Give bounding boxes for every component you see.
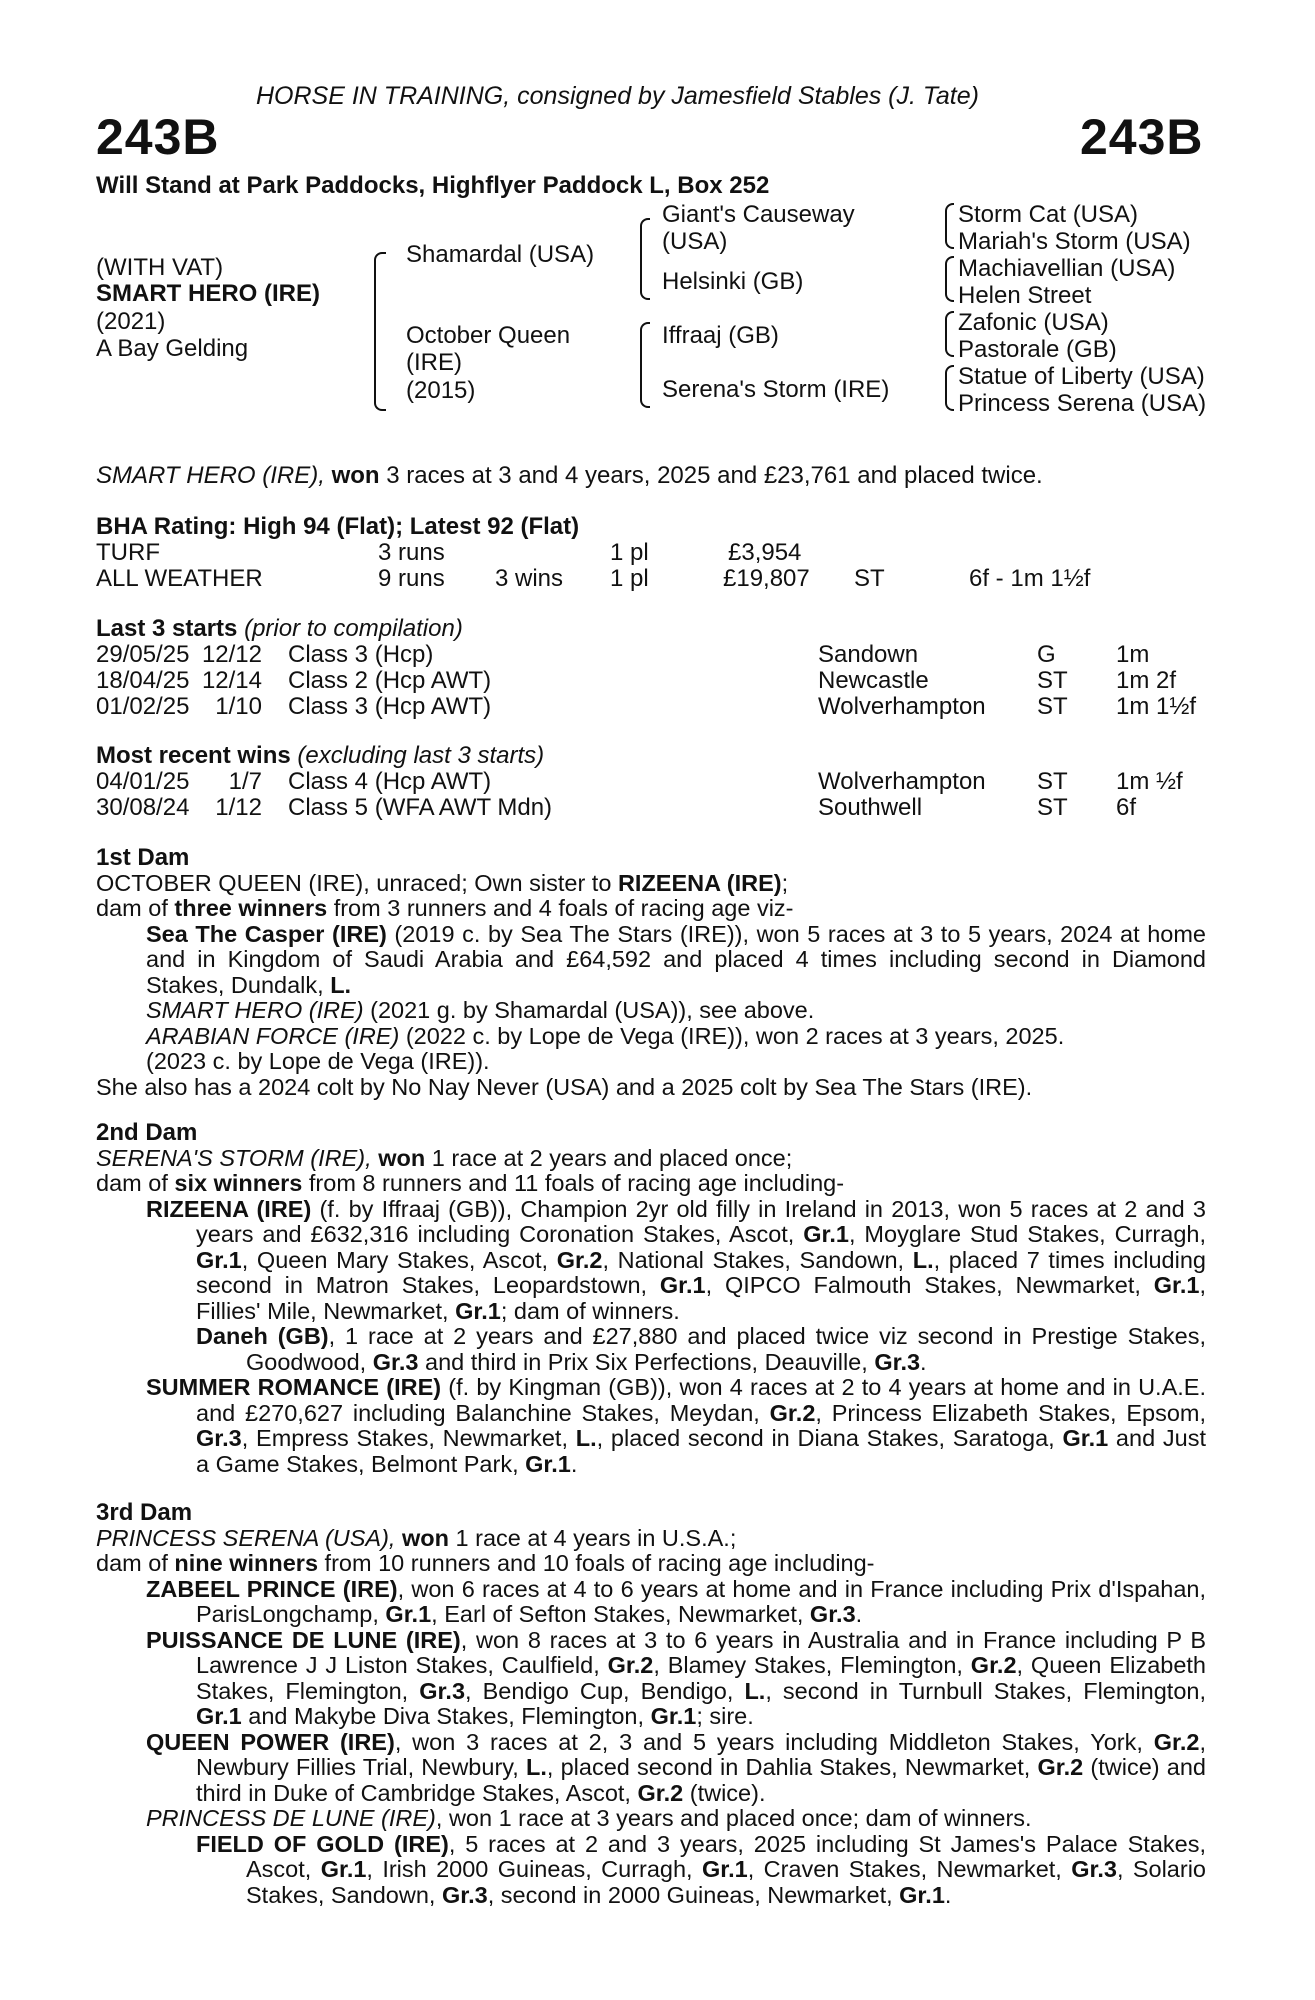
last-start-cell: Newcastle xyxy=(818,667,929,694)
third-dam-line1: PRINCESS SERENA (USA), won 1 race at 4 years in U.S.A.; xyxy=(96,1524,737,1551)
third-dam-produce-3: QUEEN POWER (IRE), won 3 races at 2, 3 and 5 years including Middleton Stakes, York, Gr.2, Newbury Fillies Trial, Newbury, L., placed second in Dahlia Stakes, Newmarket, Gr.2 (twice) and third in Duke of Cambridge Stakes, Ascot, Gr.2 (twice). xyxy=(146,1728,1206,1806)
pedigree-brace-dam xyxy=(640,322,650,408)
pedigree-ddd: Princess Serena (USA) xyxy=(958,390,1207,417)
recent-wins-heading xyxy=(96,743,544,769)
rating-prize: £3,954 xyxy=(728,539,802,566)
consignment-line: HORSE IN TRAINING, consigned by Jamesfield Stables (J. Tate) xyxy=(256,82,979,110)
recent-win-cell: ST xyxy=(1037,768,1068,795)
first-dam-produce-4: (2023 c. by Lope de Vega (IRE)). xyxy=(146,1048,490,1074)
last-start-cell: Sandown xyxy=(818,641,919,668)
pedigree-brace-main xyxy=(374,252,386,411)
recent-win-cell: Class 5 (WFA AWT Mdn) xyxy=(288,794,553,821)
pedigree-dam-line2: (IRE) xyxy=(406,349,462,376)
second-dam-line1: SERENA'S STORM (IRE), won 1 race at 2 years and placed once; xyxy=(96,1144,793,1171)
pedigree-dss: Zafonic (USA) xyxy=(958,309,1109,336)
horse-year: (2021) xyxy=(96,308,166,335)
last-start-cell: 01/02/25 xyxy=(96,693,190,720)
last-start-cell: G xyxy=(1037,641,1056,668)
pedigree-sire-sire-line1: Giant's Causeway xyxy=(662,201,855,228)
second-dam-section xyxy=(96,1120,1206,1477)
last-starts-heading xyxy=(96,616,463,642)
recent-win-cell: Southwell xyxy=(818,794,923,821)
pedigree-dam-dam: Serena's Storm (IRE) xyxy=(662,376,890,403)
last-start-cell: 12/14 xyxy=(201,667,262,694)
pedigree-brace-sire xyxy=(640,218,650,300)
third-dam-produce-4: PRINCESS DE LUNE (IRE), won 1 race at 3 years and placed once; dam of winners. xyxy=(146,1805,1032,1831)
recent-win-cell: Wolverhampton xyxy=(818,768,986,795)
last-starts-title: Last 3 starts xyxy=(96,615,238,642)
pedigree-dam-line3: (2015) xyxy=(406,377,476,404)
second-dam-line2: dam of six winners from 8 runners and 11 foals of racing age including- xyxy=(96,1170,845,1196)
rating-runs: 9 runs xyxy=(378,565,445,592)
pedigree-brace-sd xyxy=(945,256,954,302)
rating-going: ST xyxy=(854,565,885,592)
pedigree-sire-dam: Helsinki (GB) xyxy=(662,268,804,295)
last-start-cell: 12/12 xyxy=(201,641,262,668)
rating-runs: 3 runs xyxy=(378,539,445,566)
third-dam-produce-2: PUISSANCE DE LUNE (IRE), won 8 races at 3 to 6 years in Australia and in France including P B Lawrence J J Liston Stakes, Caulfield, Gr.2, Blamey Stakes, Flemington, Gr.2, Queen Elizabeth Stakes, Flemington, Gr.3, Bendigo Cup, Bendigo, L., second in Turnbull Stakes, Flemington, Gr.1 and Makybe Diva Stakes, Flemington, Gr.1; sire. xyxy=(146,1626,1207,1729)
last-start-cell: 18/04/25 xyxy=(96,667,190,694)
rating-placed: 1 pl xyxy=(610,539,649,566)
pedigree-dam-sire: Iffraaj (GB) xyxy=(662,322,779,349)
race-summary xyxy=(96,463,1043,489)
recent-win-cell: Class 4 (Hcp AWT) xyxy=(288,768,492,795)
first-dam-produce-2: SMART HERO (IRE) (2021 g. by Shamardal (USA)), see above. xyxy=(146,997,815,1023)
lot-number-right: 243B xyxy=(1080,109,1204,165)
second-dam-produce-1: RIZEENA (IRE) (f. by Iffraaj (GB)), Champion 2yr old filly in Ireland in 2013, won 5 races at 2 and 3 years and £632,316 including Coronation Stakes, Ascot, Gr.1, Moyglare Stud Stakes, Curragh, Gr.1, Queen Mary Stakes, Ascot, Gr.2, National Stakes, Sandown, L., placed 7 times including second in Matron Stakes, Leopardstown, Gr.1, QIPCO Falmouth Stakes, Newmarket, Gr.1, Fillies' Mile, Newmarket, Gr.1; dam of winners. xyxy=(146,1195,1206,1324)
pedigree-dds: Statue of Liberty (USA) xyxy=(958,363,1205,390)
first-dam-note: She also has a 2024 colt by No Nay Never (USA) and a 2025 colt by Sea The Stars (IRE). xyxy=(96,1073,1033,1100)
stand-location: Will Stand at Park Paddocks, Highflyer Paddock L, Box 252 xyxy=(96,172,770,199)
last-start-cell: Wolverhampton xyxy=(818,693,986,720)
pedigree-sire: Shamardal (USA) xyxy=(406,241,595,268)
pedigree-dam-line1: October Queen xyxy=(406,322,571,349)
pedigree-ssd: Mariah's Storm (USA) xyxy=(958,228,1191,255)
first-dam-title: 1st Dam xyxy=(96,844,190,871)
last-start-cell: 1m 1½f xyxy=(1116,693,1197,720)
recent-wins-subtitle: (excluding last 3 starts) xyxy=(290,742,545,769)
second-dam-produce-1-daughter: Daneh (GB), 1 race at 2 years and £27,880 and placed twice viz second in Prestige Stakes, Goodwood, Gr.3 and third in Prix Six Perfections, Deauville, Gr.3. xyxy=(196,1323,1207,1375)
last-start-cell: Class 2 (Hcp AWT) xyxy=(288,667,492,694)
recent-win-cell: 1/7 xyxy=(228,768,262,795)
horse-description: A Bay Gelding xyxy=(96,335,249,362)
first-dam-section xyxy=(96,845,1206,1100)
recent-win-cell: 04/01/25 xyxy=(96,768,190,795)
vat-note: (WITH VAT) xyxy=(96,254,224,281)
first-dam-produce-3: ARABIAN FORCE (IRE) (2022 c. by Lope de Vega (IRE)), won 2 races at 3 years, 2025. xyxy=(146,1022,1065,1049)
last-starts-subtitle: (prior to compilation) xyxy=(237,615,463,642)
last-start-cell: 29/05/25 xyxy=(96,641,190,668)
second-dam-produce-2: SUMMER ROMANCE (IRE) (f. by Kingman (GB)), won 4 races at 2 to 4 years at home and in U.A.E. and £270,627 including Balanchine Stakes, Meydan, Gr.2, Princess Elizabeth Stakes, Epsom, Gr.3, Empress Stakes, Newmarket, L., placed second in Diana Stakes, Saratoga, Gr.1 and Just a Game Stakes, Belmont Park, Gr.1. xyxy=(146,1374,1206,1477)
third-dam-title: 3rd Dam xyxy=(96,1499,193,1526)
recent-wins-title: Most recent wins xyxy=(96,742,291,769)
pedigree-sss: Storm Cat (USA) xyxy=(958,201,1139,228)
summary-horse-name: SMART HERO (IRE), xyxy=(96,462,325,489)
horse-name: SMART HERO (IRE) xyxy=(96,280,320,307)
bha-rating: BHA Rating: High 94 (Flat); Latest 92 (Flat) xyxy=(96,513,580,540)
rating-distance: 6f - 1m 1½f xyxy=(969,565,1091,592)
pedigree-brace-ds xyxy=(945,311,954,357)
rating-prize: £19,807 xyxy=(723,565,810,592)
first-dam-line2: dam of three winners from 3 runners and 4 foals of racing age viz- xyxy=(96,895,794,921)
pedigree-brace-dd xyxy=(945,365,954,411)
pedigree-sds: Machiavellian (USA) xyxy=(958,255,1176,282)
last-start-cell: Class 3 (Hcp) xyxy=(288,641,434,668)
pedigree-dsd: Pastorale (GB) xyxy=(958,336,1117,363)
third-dam-line2: dam of nine winners from 10 runners and 10 foals of racing age including- xyxy=(96,1550,875,1576)
first-dam-produce-1: Sea The Casper (IRE) (2019 c. by Sea The Stars (IRE)), won 5 races at 3 to 5 years, 2024 at home and in Kingdom of Saudi Arabia and £64,592 and placed 4 times including second in Diamond Stakes, Dundalk, L. xyxy=(146,920,1207,998)
last-start-cell: ST xyxy=(1037,693,1068,720)
last-start-cell: 1m xyxy=(1116,641,1150,668)
pedigree-sdd: Helen Street xyxy=(958,282,1092,309)
rating-surface: ALL WEATHER xyxy=(96,565,263,592)
rating-placed: 1 pl xyxy=(610,565,649,592)
rating-surface: TURF xyxy=(96,539,160,566)
pedigree-sire-sire-line2: (USA) xyxy=(662,228,728,255)
recent-win-cell: 30/08/24 xyxy=(96,794,190,821)
second-dam-title: 2nd Dam xyxy=(96,1119,198,1146)
summary-text: 3 races at 3 and 4 years, 2025 and £23,761 and placed twice. xyxy=(379,462,1043,489)
summary-won: won xyxy=(331,462,380,489)
recent-win-cell: 1/12 xyxy=(215,794,262,821)
third-dam-produce-4-son: FIELD OF GOLD (IRE), 5 races at 2 and 3 years, 2025 including St James's Palace Stakes, Ascot, Gr.1, Irish 2000 Guineas, Curragh, Gr.1, Craven Stakes, Newmarket, Gr.3, Solario Stakes, Sandown, Gr.3, second in 2000 Guineas, Newmarket, Gr.1. xyxy=(196,1830,1206,1908)
pedigree-brace-ss xyxy=(945,203,954,249)
lot-number-left: 243B xyxy=(96,109,220,165)
recent-win-cell: ST xyxy=(1037,794,1068,821)
last-start-cell: Class 3 (Hcp AWT) xyxy=(288,693,492,720)
rating-wins: 3 wins xyxy=(495,565,564,592)
first-dam-line1: OCTOBER QUEEN (IRE), unraced; Own sister to RIZEENA (IRE); xyxy=(96,869,789,896)
third-dam-section xyxy=(96,1500,1206,1908)
third-dam-produce-1: ZABEEL PRINCE (IRE), won 6 races at 4 to 6 years at home and in France including Prix d'Ispahan, ParisLongchamp, Gr.1, Earl of Sefton Stakes, Newmarket, Gr.3. xyxy=(146,1575,1207,1627)
recent-win-cell: 6f xyxy=(1116,794,1137,821)
last-start-cell: 1/10 xyxy=(215,693,262,720)
recent-win-cell: 1m ½f xyxy=(1116,768,1183,795)
last-start-cell: ST xyxy=(1037,667,1068,694)
last-start-cell: 1m 2f xyxy=(1116,667,1177,694)
